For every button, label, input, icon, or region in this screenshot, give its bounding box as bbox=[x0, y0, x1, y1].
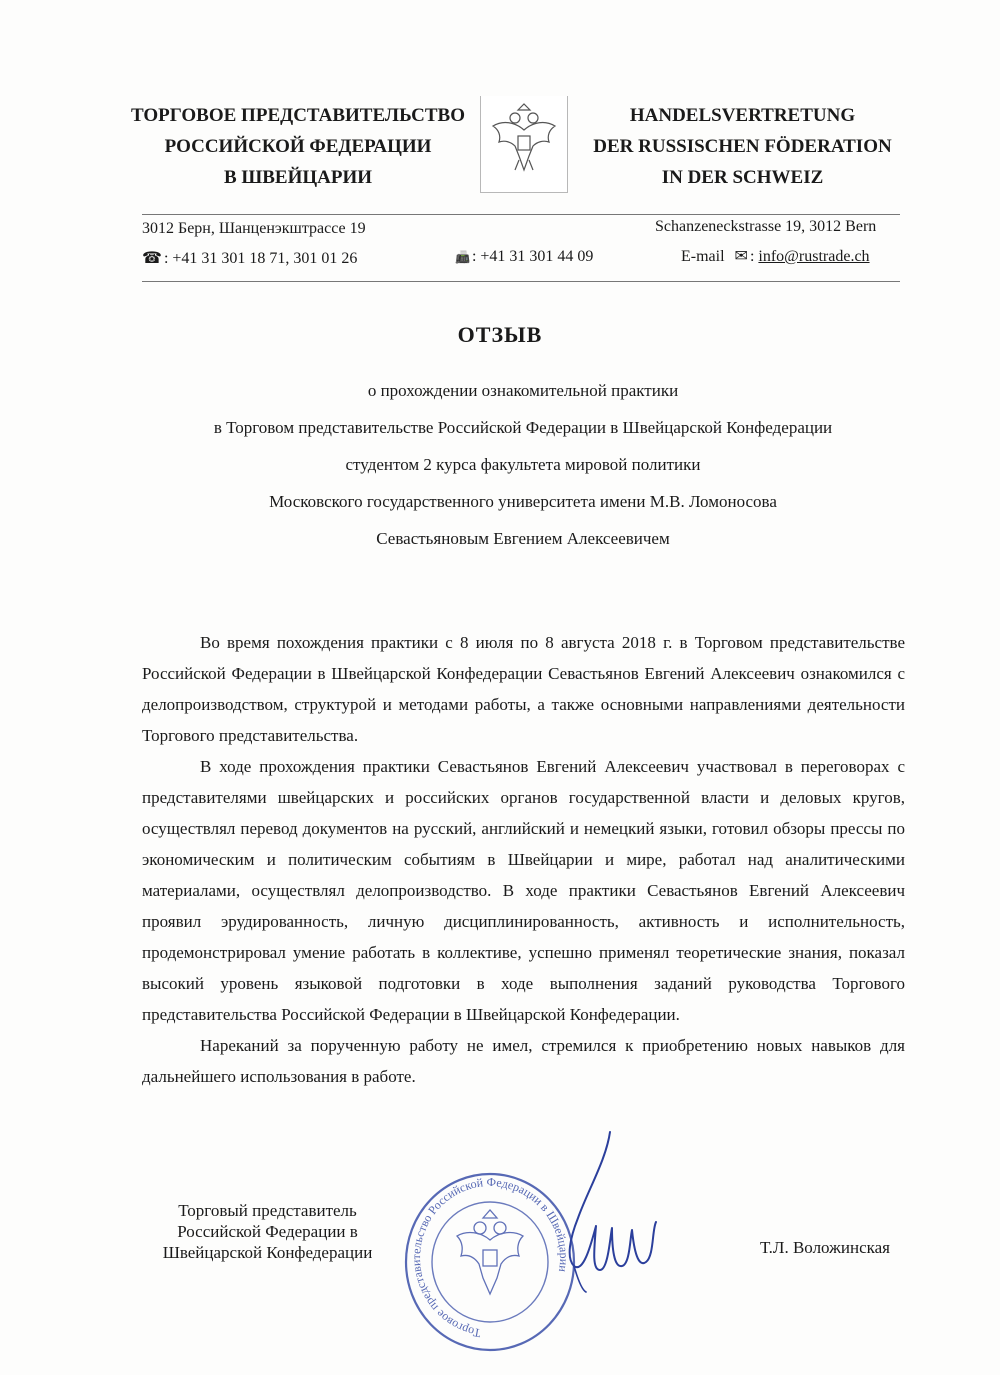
fax-icon: 📠 bbox=[455, 250, 470, 264]
stamp-text: Торговое представительство Российской Федерации в Швейцарии bbox=[409, 1174, 572, 1341]
signatory-name: Т.Л. Воложинская bbox=[760, 1238, 890, 1257]
signatory-title-line: Швейцарской Конфедерации bbox=[162, 1243, 373, 1262]
body-paragraph: В ходе прохождения практики Севастьянов Евгений Алексеевич участвовал в переговорах с представителями швейцарских и российских органов государственной власти и деловых кругов, осуществлял перевод документов на русский, английский и немецкий языки, готовил обзоры прессы по экономическим и политическим событиям в Швейцарии и мире, работал над аналитическими материалами, осуществлял делопроизводство. В ходе практики Севастьянов Евгений Алексеевич проявил эрудированность, личную дисциплинированность, активность и исполнительность, продемонстрировал умение работать в коллективе, успешно применял теоретические знания, показал высокий уровень языковой подготовки в ходе выполнения заданий руководства Торгового представительства Российской Федерации в Швейцарской Конфедерации. bbox=[142, 757, 905, 1024]
body-paragraph: Во время похождения практики с 8 июля по 8 августа 2018 г. в Торговом представительстве Российской Федерации в Швейцарской Конфедерации Севастьянов Евгений Алексеевич ознакомился с делопроизводством, структурой и методами работы, а также основными направлениями деятельности Торгового представительства. bbox=[142, 633, 905, 745]
envelope-icon: ✉ bbox=[734, 248, 748, 265]
svg-text:Торговое представительство Рос bbox=[409, 1175, 571, 1340]
signatory-title-line: Российской Федерации в bbox=[177, 1222, 358, 1241]
fax-number: : +41 31 301 44 09 bbox=[471, 248, 594, 265]
subtitle-line: Московского государственного университета имени М.В. Ломоносова bbox=[269, 492, 777, 511]
handwritten-signature bbox=[548, 1130, 668, 1295]
signatory-title bbox=[150, 1200, 385, 1263]
emblem-frame bbox=[480, 96, 568, 193]
fax-line bbox=[455, 248, 593, 266]
email-link[interactable]: info@rustrade.ch bbox=[758, 248, 870, 265]
org-name-ru bbox=[128, 100, 468, 193]
email-line: E-mail ✉ : info@rustrade.ch bbox=[681, 248, 870, 265]
signatory-title-line: Торговый представитель bbox=[178, 1201, 357, 1220]
org-name-ru-line: В ШВЕЙЦАРИИ bbox=[223, 167, 373, 188]
document-subtitle bbox=[0, 372, 1000, 557]
org-name-de-line: IN DER SCHWEIZ bbox=[661, 167, 824, 188]
org-name-ru-line: РОССИЙСКОЙ ФЕДЕРАЦИИ bbox=[164, 136, 432, 157]
email-label: E-mail bbox=[681, 248, 725, 265]
org-name-de bbox=[590, 100, 895, 193]
subtitle-line: Севастьяновым Евгением Алексеевичем bbox=[376, 529, 670, 548]
phone-icon: ☎ bbox=[142, 250, 162, 267]
contacts-divider bbox=[142, 281, 900, 282]
phone-line bbox=[142, 248, 357, 268]
subtitle-line: о прохождении ознакомительной практики bbox=[367, 381, 679, 400]
phone-number: : +41 31 301 18 71, 301 01 26 bbox=[163, 250, 358, 267]
org-name-de-line: HANDELSVERTRETUNG bbox=[629, 105, 856, 126]
org-name-ru-line: ТОРГОВОЕ ПРЕДСТАВИТЕЛЬСТВО bbox=[130, 105, 465, 126]
document-body bbox=[142, 627, 905, 1092]
org-name-de-line: DER RUSSISCHEN FÖDERATION bbox=[593, 136, 892, 157]
subtitle-line: в Торговом представительстве Российской Федерации в Швейцарской Конфедерации bbox=[213, 418, 833, 437]
double-headed-eagle-icon bbox=[485, 100, 563, 178]
address-ru: 3012 Берн, Шанценэкштрассе 19 bbox=[142, 220, 366, 237]
address-de: Schanzeneckstrasse 19, 3012 Bern bbox=[655, 218, 877, 235]
body-paragraph: Нареканий за порученную работу не имел, стремился к приобретению новых навыков для дальнейшего использования в работе. bbox=[142, 1036, 905, 1086]
subtitle-line: студентом 2 курса факультета мировой политики bbox=[345, 455, 701, 474]
header-divider bbox=[142, 214, 900, 215]
document-title: ОТЗЫВ bbox=[457, 322, 543, 347]
